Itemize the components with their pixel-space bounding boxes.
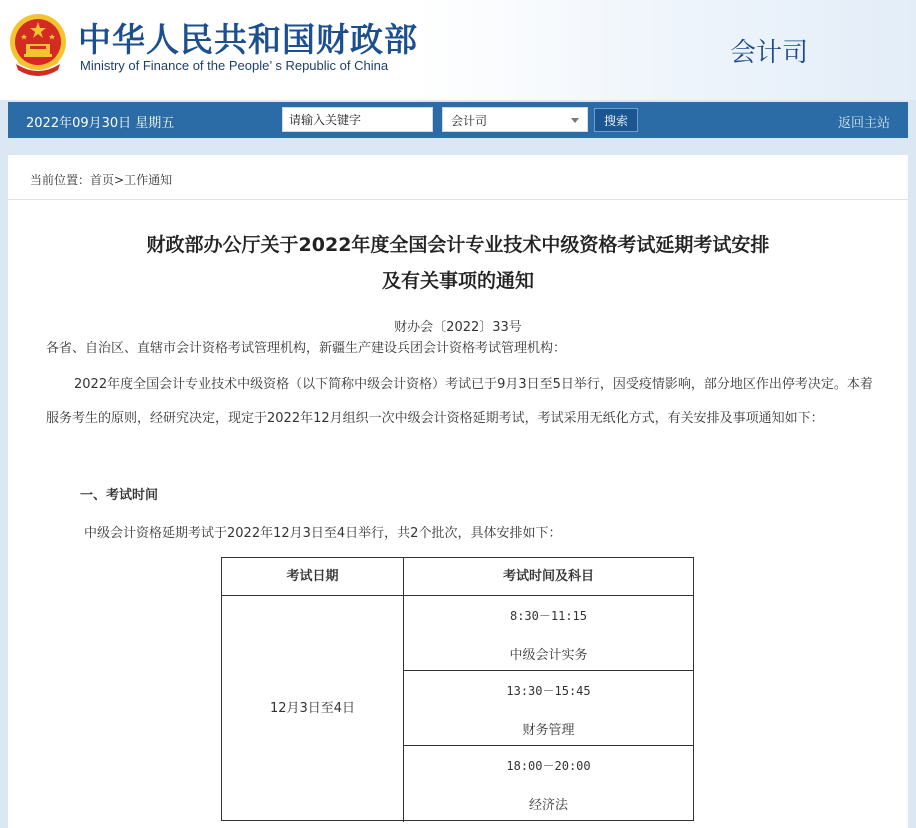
table-row xyxy=(404,746,693,821)
document-number: 财办会〔2022〕33号 xyxy=(394,320,522,335)
slot-time: 13:30－15:45 xyxy=(506,684,591,698)
schedule-intro: 中级会计资格延期考试于2022年12月3日至4日举行，共2个批次，具体安排如下： xyxy=(84,526,562,541)
nav-bar xyxy=(8,102,908,138)
slot-subject: 经济法 xyxy=(528,798,568,813)
breadcrumb xyxy=(30,171,172,188)
table-header-date: 考试日期 xyxy=(222,558,404,595)
ministry-name-en[interactable]: Ministry of Finance of the People’ s Republic of China xyxy=(80,58,389,73)
table-header-time: 考试时间及科目 xyxy=(502,569,594,584)
breadcrumb-home-link[interactable]: 首页 xyxy=(90,173,115,187)
slot-subject: 财务管理 xyxy=(522,723,575,738)
content-panel xyxy=(8,155,908,828)
national-emblem-icon[interactable] xyxy=(8,12,68,76)
section-heading: 一、考试时间 xyxy=(80,488,159,503)
article-title-line2: 及有关事项的通知 xyxy=(381,270,534,292)
site-header xyxy=(0,0,916,100)
current-date: 2022年09月30日 星期五 xyxy=(26,116,175,131)
article-title-line1: 财政部办公厅关于2022年度全国会计专业技术中级资格考试延期考试安排 xyxy=(146,234,770,256)
article-title xyxy=(8,227,908,299)
chevron-down-icon xyxy=(571,118,579,123)
addressee: 各省、自治区、直辖市会计资格考试管理机构，新疆生产建设兵团会计资格考试管理机构： xyxy=(46,341,567,356)
table-row xyxy=(404,596,693,671)
search-input[interactable] xyxy=(282,107,433,132)
slot-subject: 中级会计实务 xyxy=(509,648,588,663)
table-row xyxy=(404,671,693,746)
intro-paragraph: 2022年度全国会计专业技术中级资格（以下简称中级会计资格）考试已于9月3日至5日举行，因受疫情影响，部分地区作出停考决定。本着服务考生的原则，经研究决定，现定于2022年12月组织一次中级会计资格延期考试，考试采用无纸化方式，有关安排及事项通知如下： xyxy=(46,377,873,426)
department-name: 会计司 xyxy=(730,38,809,68)
slot-time: 18:00－20:00 xyxy=(506,759,591,773)
exam-schedule-table xyxy=(221,557,694,821)
breadcrumb-separator: > xyxy=(114,173,125,187)
search-scope-value: 会计司 xyxy=(451,114,488,128)
breadcrumb-current-link[interactable]: 工作通知 xyxy=(124,173,173,187)
breadcrumb-prefix: 当前位置： xyxy=(30,173,91,187)
divider xyxy=(8,199,908,200)
return-main-site-link[interactable]: 返回主站 xyxy=(838,116,891,131)
ministry-name-cn[interactable]: 中华人民共和国财政部 xyxy=(78,20,418,59)
search-scope-select[interactable] xyxy=(442,107,588,132)
search-button[interactable]: 搜索 xyxy=(594,108,638,132)
table-cell-date: 12月3日至4日 xyxy=(222,596,404,822)
slot-time: 8:30－11:15 xyxy=(509,609,588,623)
